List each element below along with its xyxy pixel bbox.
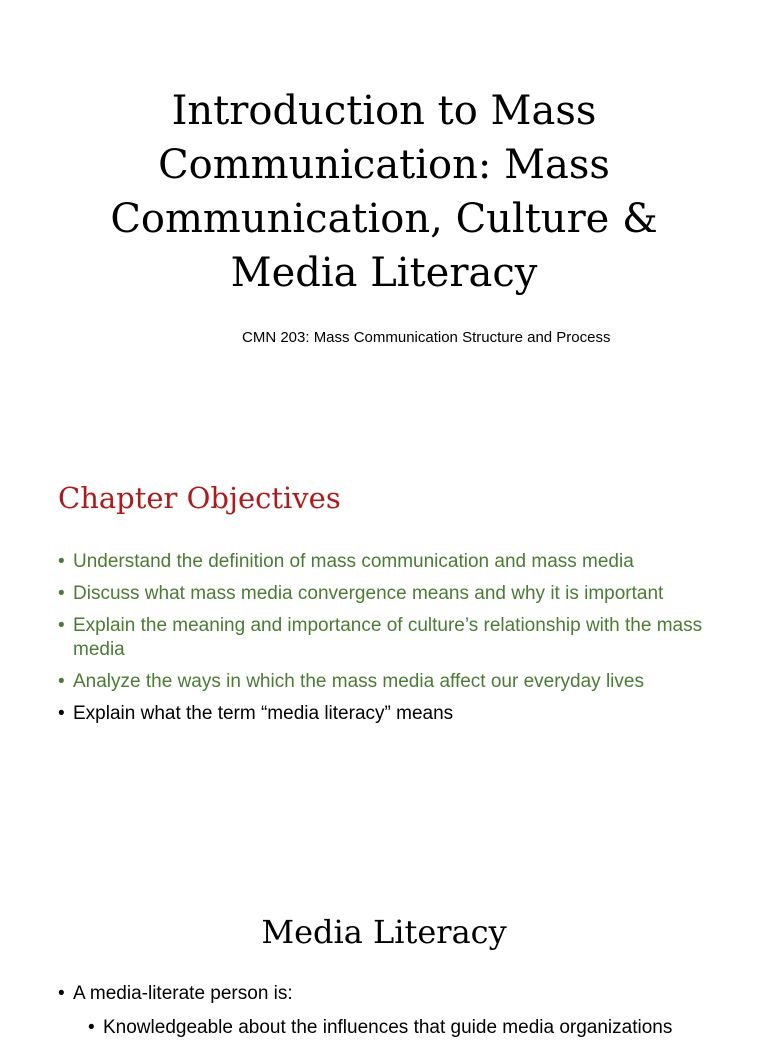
media-literacy-heading: Media Literacy	[261, 913, 507, 951]
title-line: Media Literacy	[230, 250, 538, 296]
title-line: Introduction to Mass	[171, 88, 597, 134]
chapter-objectives-slide	[0, 420, 768, 860]
title-line: Communication, Culture &	[110, 196, 658, 242]
media-literacy-slide	[0, 860, 768, 1038]
objective-item: • Analyze the ways in which the mass media affect our everyday lives	[58, 670, 738, 694]
course-subtitle: CMN 203: Mass Communication Structure and Process	[242, 329, 611, 346]
media-literacy-list	[58, 982, 748, 1050]
objective-item: • Explain what the term “media literacy” means	[58, 702, 738, 726]
slide-title	[60, 84, 708, 300]
objective-item: • Understand the definition of mass communication and mass media	[58, 550, 738, 574]
objectives-heading: Chapter Objectives	[58, 481, 341, 515]
title-line: Communication: Mass	[158, 142, 610, 188]
media-literacy-bullet: • A media-literate person is:	[58, 982, 748, 1006]
objectives-list	[58, 550, 738, 734]
title-slide	[0, 0, 768, 420]
objective-item: • Discuss what mass media convergence means and why it is important	[58, 582, 738, 606]
objective-item: • Explain the meaning and importance of culture’s relationship with the mass media	[58, 614, 738, 662]
media-literacy-sub-bullet: • Knowledgeable about the influences that guide media organizations	[88, 1016, 748, 1040]
